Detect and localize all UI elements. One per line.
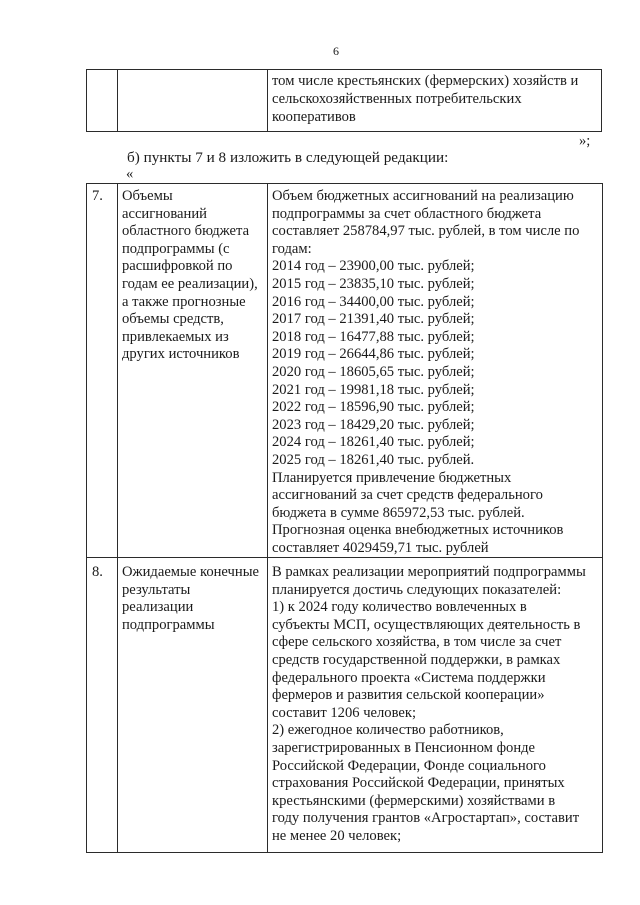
label-line: а также прогнозные <box>122 293 246 310</box>
content-line: 2019 год – 26644,86 тыс. рублей; <box>272 346 475 363</box>
content-line: подпрограммы за счет областного бюджета <box>272 205 542 222</box>
content-line: бюджета в сумме 865972,53 тыс. рублей. <box>272 504 525 521</box>
content-line: федерального проекта «Система поддержки <box>272 669 546 686</box>
content-line: том числе крестьянских (фермерских) хозяйств и <box>272 73 579 89</box>
label-line: других источников <box>122 346 240 363</box>
table-divider-1 <box>117 183 118 853</box>
table-border-top <box>86 183 603 184</box>
content-line: Планируется привлечение бюджетных <box>272 469 512 486</box>
row-content <box>272 564 586 846</box>
content-line: средств государственной поддержки, в рамках <box>272 651 561 668</box>
content-line: году получения грантов «Агростартап», составит <box>272 810 580 827</box>
table-border-right <box>601 69 602 132</box>
table-divider-2 <box>267 183 268 853</box>
content-line: Объем бюджетных ассигнований на реализацию <box>272 188 574 204</box>
content-line: кооперативов <box>272 109 356 125</box>
label-line: реализации <box>122 599 194 616</box>
page-number: 6 <box>333 44 339 58</box>
table-border-bottom <box>86 131 602 132</box>
table-border-left <box>86 183 87 853</box>
content-line: 2014 год – 23900,00 тыс. рублей; <box>272 258 475 275</box>
label-line: результаты <box>122 581 191 598</box>
label-line: подпрограммы <box>122 616 215 633</box>
label-line: ассигнований <box>122 205 207 222</box>
label-line: расшифровкой по <box>122 258 233 275</box>
table-border-right <box>602 183 603 853</box>
content-line: 2018 год – 16477,88 тыс. рублей; <box>272 328 475 345</box>
table-divider-1 <box>117 69 118 132</box>
label-line: подпрограммы (с <box>122 240 230 257</box>
row-content <box>272 188 579 557</box>
content-line: 2) ежегодное количество работников, <box>272 722 504 739</box>
content-line: 2015 год – 23835,10 тыс. рублей; <box>272 275 475 292</box>
content-line: 2025 год – 18261,40 тыс. рублей. <box>272 451 475 468</box>
label-line: Ожидаемые конечные <box>122 564 259 580</box>
instruction-text: б) пункты 7 и 8 изложить в следующей редакции: <box>127 149 449 166</box>
content-line: планируется достичь следующих показателей: <box>272 581 562 598</box>
label-line: годам ее реализации), <box>122 275 258 292</box>
content-line: 2022 год – 18596,90 тыс. рублей; <box>272 399 475 416</box>
label-line: областного бюджета <box>122 223 250 240</box>
table-divider-2 <box>267 69 268 132</box>
content-line: В рамках реализации мероприятий подпрограммы <box>272 564 586 580</box>
content-line: Российской Федерации, Фонде социального <box>272 757 546 774</box>
content-line: 2021 год – 19981,18 тыс. рублей; <box>272 381 475 398</box>
content-line: составит 1206 человек; <box>272 704 417 721</box>
content-line: Прогнозная оценка внебюджетных источников <box>272 522 564 539</box>
label-line: объемы средств, <box>122 311 224 328</box>
content-line: сельскохозяйственных потребительских <box>272 91 522 107</box>
content-line: 2020 год – 18605,65 тыс. рублей; <box>272 363 475 380</box>
content-line: 2024 год – 18261,40 тыс. рублей; <box>272 434 475 451</box>
label-line: Объемы <box>122 188 173 204</box>
content-line: 1) к 2024 году количество вовлеченных в <box>272 599 527 616</box>
opening-quote: « <box>126 166 134 182</box>
content-line: субъекты МСП, осуществляющих деятельность в <box>272 616 581 633</box>
content-line: 2016 год – 34400,00 тыс. рублей; <box>272 293 475 310</box>
content-line: 2023 год – 18429,20 тыс. рублей; <box>272 416 475 433</box>
row-label <box>122 188 258 364</box>
closing-quote: »; <box>579 133 591 149</box>
table-border-bottom <box>86 852 603 853</box>
content-line: ассигнований за счет средств федерального <box>272 487 543 504</box>
row-label <box>122 564 259 634</box>
content-line: зарегистрированных в Пенсионном фонде <box>272 739 536 756</box>
row-number: 8. <box>92 564 103 580</box>
content-line: составляет 258784,97 тыс. рублей, в том числе по <box>272 223 580 240</box>
content-line: не менее 20 человек; <box>272 827 402 844</box>
content-line: фермеров и развития сельской кооперации» <box>272 687 545 704</box>
content-line: крестьянскими (фермерскими) хозяйствами в <box>272 792 556 809</box>
continuation-content <box>272 72 578 126</box>
content-line: сфере сельского хозяйства, в том числе за счет <box>272 634 562 651</box>
content-line: составляет 4029459,71 тыс. рублей <box>272 539 489 556</box>
content-line: страхования Российской Федерации, принятых <box>272 775 565 792</box>
table-border-top <box>86 69 602 70</box>
label-line: привлекаемых из <box>122 328 229 345</box>
content-line: годам: <box>272 240 312 257</box>
row-number: 7. <box>92 188 103 204</box>
table-border-left <box>86 69 87 132</box>
content-line: 2017 год – 21391,40 тыс. рублей; <box>272 311 475 328</box>
